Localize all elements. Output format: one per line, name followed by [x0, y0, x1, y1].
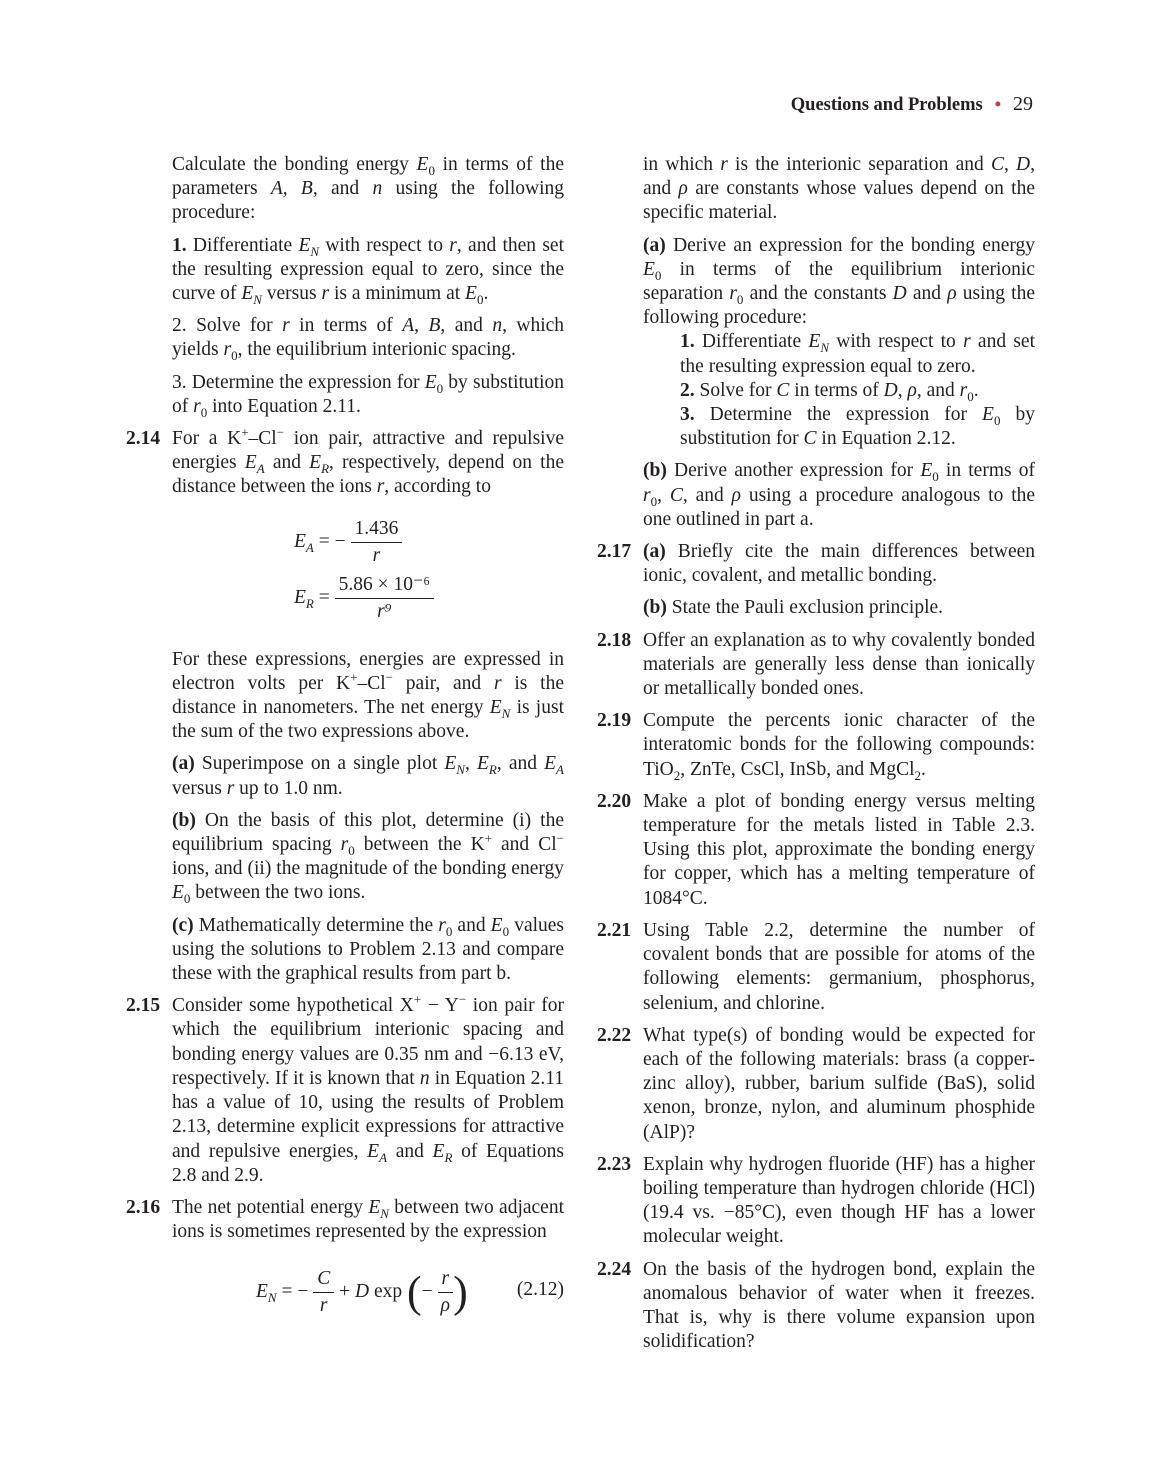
problem-number: 2.19	[597, 710, 632, 732]
er-numerator: 5.86 × 10⁻⁶	[335, 572, 434, 599]
problem-text: Make a plot of bonding energy versus melting temperature for the metals listed in Table 2.3. Using this plot, approximate the bonding energy for copper, which has a melting temperature of 1084°C.	[643, 790, 1035, 909]
step-3: 3. Determine the expression for $E_0$ by substitution of $r_0$ into Equation 2.11.	[172, 371, 564, 420]
problem-text: Using Table 2.2, determine the number of covalent bonds that are possible for atoms of the following elements: germanium, phosphorus, selenium, and chlorine.	[643, 919, 1035, 1014]
right-column	[597, 153, 1036, 1362]
intro-paragraph: Calculate the bonding energy $E_0$ in terms of the parameters A, B, and n using the following procedure:	[172, 154, 564, 224]
problem-2-22	[597, 1024, 1035, 1145]
page-number: 29	[1013, 93, 1033, 115]
part-a-steps	[643, 330, 1035, 451]
problem-text: The net potential energy $E_N$ between two adjacent ions is sometimes represented by the expression	[172, 1196, 565, 1243]
problem-number: 2.20	[597, 790, 632, 812]
problem-2-17-b: (b) State the Pauli exclusion principle.	[643, 597, 944, 619]
problem-number: 2.21	[597, 919, 632, 941]
problem-number: 2.14	[126, 428, 161, 450]
ea-denominator: r	[372, 544, 381, 566]
part-c: (c) Mathematically determine the $r_0$ and $E_0$ values using the solutions to Problem 2.13 and compare these with the graphical results from part b.	[172, 914, 565, 985]
problem-2-21	[597, 919, 1035, 1016]
part-a-step-1: 1. Differentiate $E_N$ with respect to r and set the resulting expression equal to zero.	[680, 331, 1035, 377]
running-header	[791, 93, 1033, 116]
problem-text: Compute the percents ionic character of the interatomic bonds for the following compounds: TiO$_2$, ZnTe, CsCl, InSb, and MgCl$_2$.	[643, 710, 1035, 783]
header-bullet: •	[994, 94, 1001, 114]
continuation-paragraph: in which r is the interionic separation and C, D, and ρ are constants whose values depend on the specific material.	[643, 154, 1036, 224]
problem-text: What type(s) of bonding would be expected for each of the following materials: brass (a copper-zinc alloy), rubber, barium sulfide (BaS), solid xenon, bronze, nylon, and aluminum phosphide (AlP)?	[643, 1024, 1035, 1143]
energy-expression-note: For these expressions, energies are expressed in electron volts per K+–Cl− pair, and r is the distance in nanometers. The net energy $E_N$ is just the sum of the two expressions above.	[172, 648, 564, 743]
part-b: (b) Derive another expression for $E_0$ in terms of $r_0$, C, and ρ using a procedure analogous to the one outlined in part a.	[643, 460, 1036, 530]
header-title: Questions and Problems	[790, 95, 983, 115]
problem-number: 2.24	[597, 1258, 632, 1280]
problem-text: Consider some hypothetical X+ − Y− ion pair for which the equilibrium interionic spacing and bonding energy values are 0.35 nm and −6.13 eV, respectively. If it is known that n in Equation 2.11 has a value of 10, using the results of Problem 2.13, determine explicit expressions for attractive and repulsive energies, $E_A$ and $E_R$ of Equations 2.8 and 2.9.	[172, 991, 565, 1186]
part-a-step-3: 3. Determine the expression for $E_0$ by substitution for C in Equation 2.12.	[680, 404, 1035, 450]
equation-ea: $E_A$ = − $\frac{1.436}{r}$	[294, 516, 402, 569]
problem-text: On the basis of the hydrogen bond, explain the anomalous behavior of water when it freezes. That is, why is there volume expansion upon solidification?	[643, 1258, 1035, 1353]
equations-ea-er	[172, 508, 564, 628]
problem-2-23	[597, 1153, 1035, 1250]
equation-2-12	[172, 1264, 564, 1324]
problem-2-16	[126, 1196, 565, 1244]
step-1: 1. Differentiate $E_N$ with respect to r, and then set the resulting expression equal to zero, since the curve of $E_N$ versus r is a minimum at $E_0$.	[172, 234, 565, 307]
equation-en: $E_N$ = − $\frac{C}{r}$ + D exp (− $\frac{r}{\rho}$ )	[256, 1267, 468, 1317]
problem-2-17-a: (a) Briefly cite the main differences between ionic, covalent, and metallic bonding.	[643, 541, 1036, 587]
problem-2-24	[597, 1258, 1035, 1355]
ea-numerator: 1.436	[351, 516, 403, 543]
part-a: (a) Superimpose on a single plot $E_N$, $E_R$, and $E_A$ versus r up to 1.0 nm.	[172, 753, 564, 799]
equation-er: $E_R$ = $\frac{\text{5.86 × 10⁻⁶}}{\text{r⁹}}$	[294, 572, 434, 625]
problem-number: 2.22	[597, 1024, 632, 1046]
problem-2-19	[597, 709, 1035, 783]
problem-2-14	[126, 424, 565, 500]
problem-number: 2.17	[597, 541, 632, 563]
problem-2-15	[126, 991, 565, 1188]
er-denominator: r⁹	[377, 600, 392, 622]
problem-text: Explain why hydrogen fluoride (HF) has a higher boiling temperature than hydrogen chloride (HCl) (19.4 vs. −85°C), even though HF has a lower molecular weight.	[643, 1153, 1035, 1248]
problem-number: 2.18	[597, 629, 632, 651]
part-b: (b) On the basis of this plot, determine (i) the equilibrium spacing $r_0$ between the K+ and Cl− ions, and (ii) the magnitude of the bonding energy $E_0$ between the two ions.	[172, 809, 564, 907]
problem-text: For a K+–Cl− ion pair, attractive and repulsive energies $E_A$ and $E_R$, respectively, depend on the distance between the ions r, according to	[172, 424, 565, 498]
problem-number: 2.16	[126, 1196, 161, 1218]
part-a-step-2: 2. Solve for C in terms of D, ρ, and $r_0$.	[680, 379, 979, 404]
part-a: (a) Derive an expression for the bonding energy $E_0$ in terms of the equilibrium interionic separation $r_0$ and the constants D and ρ using the following procedure:	[643, 234, 1036, 329]
equation-number: (2.12)	[516, 1279, 564, 1301]
problem-2-17	[597, 540, 1036, 621]
problem-2-18	[597, 629, 1035, 702]
problem-number: 2.23	[597, 1153, 632, 1175]
problem-2-20	[597, 790, 1035, 911]
step-2: 2. Solve for r in terms of A, B, and n, which yields $r_0$, the equilibrium interionic spacing.	[172, 315, 565, 364]
problem-number: 2.15	[126, 995, 161, 1017]
problem-text: Offer an explanation as to why covalently bonded materials are generally less dense than ionically or metallically bonded ones.	[643, 629, 1035, 700]
left-column	[126, 153, 565, 1324]
